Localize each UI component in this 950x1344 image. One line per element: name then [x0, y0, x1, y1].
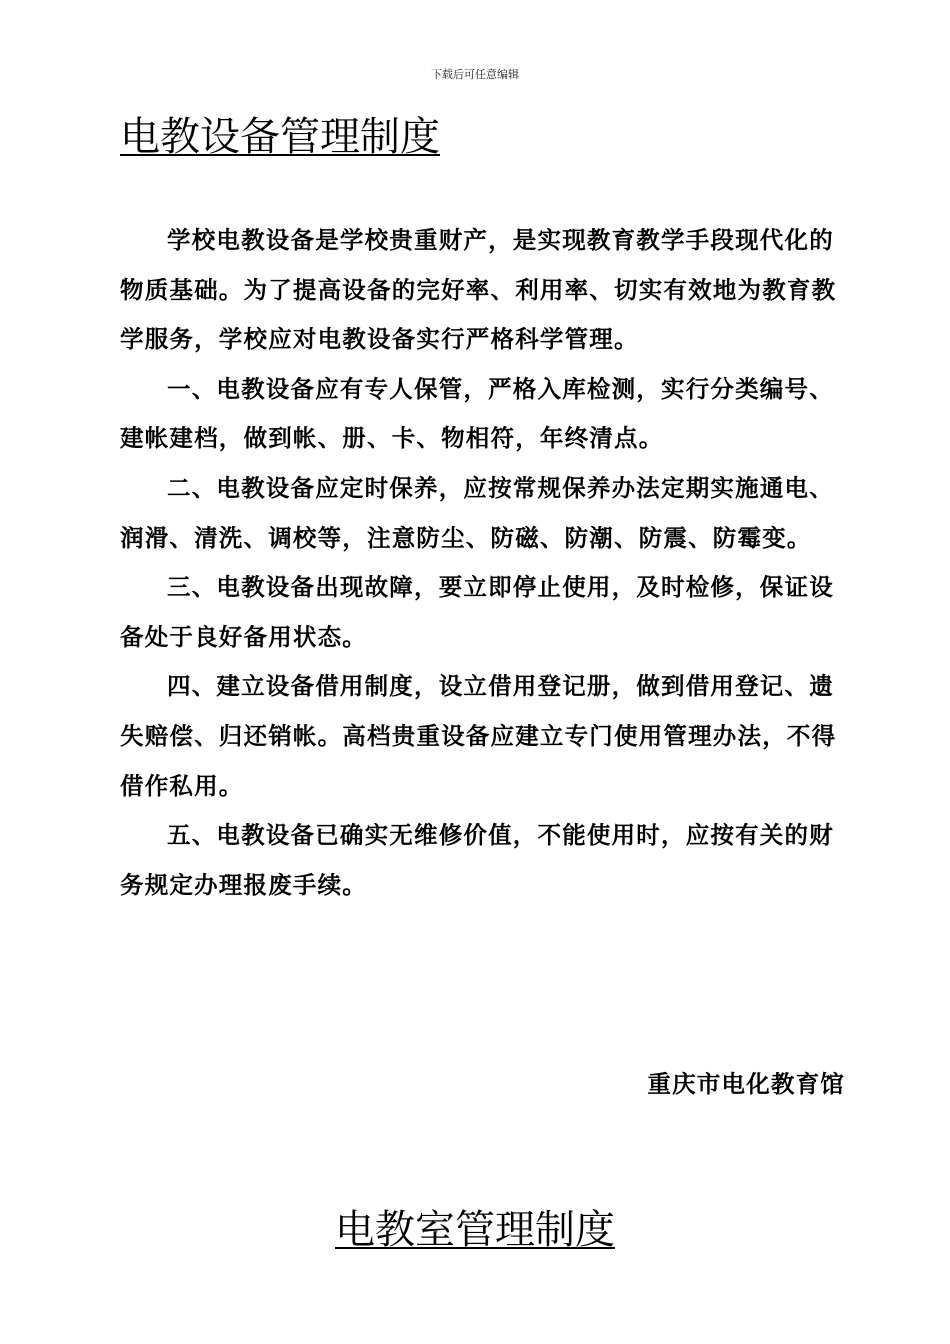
paragraph-rule-3: 三、电教设备出现故障，要立即停止使用，及时检修，保证设备处于良好备用状态。 — [120, 573, 834, 651]
paragraph-intro: 学校电教设备是学校贵重财产，是实现教育教学手段现代化的物质基础。为了提高设备的完好率、利用率、切实有效地为教育教学服务，学校应对电教设备实行严格科学管理。 — [120, 226, 837, 354]
paragraph-rule-1: 一、电教设备应有专人保管，严格入库检测，实行分类编号、建帐建档，做到帐、册、卡、物相符，年终清点。 — [120, 374, 834, 453]
paragraph-rule-4: 四、建立设备借用制度，设立借用登记册，做到借用登记、遗失赔偿、归还销帐。高档贵重设备应建立专门使用管理办法，不得借作私用。 — [120, 672, 837, 800]
paragraph-rule-2: 二、电教设备应定时保养，应按常规保养办法定期实施通电、润滑、清洗、调校等，注意防尘、防磁、防潮、防震、防霉变。 — [120, 473, 834, 552]
document-body — [120, 216, 850, 910]
paragraph-rule-5: 五、电教设备已确实无维修价值，不能使用时，应按有关的财务规定办理报废手续。 — [120, 821, 834, 899]
document-title: 电教设备管理制度 — [120, 114, 440, 160]
signature: 重庆市电化教育馆 — [647, 1070, 845, 1098]
second-document-title: 电教室管理制度 — [335, 1207, 615, 1253]
header-note: 下载后可任意编辑 — [431, 68, 519, 81]
